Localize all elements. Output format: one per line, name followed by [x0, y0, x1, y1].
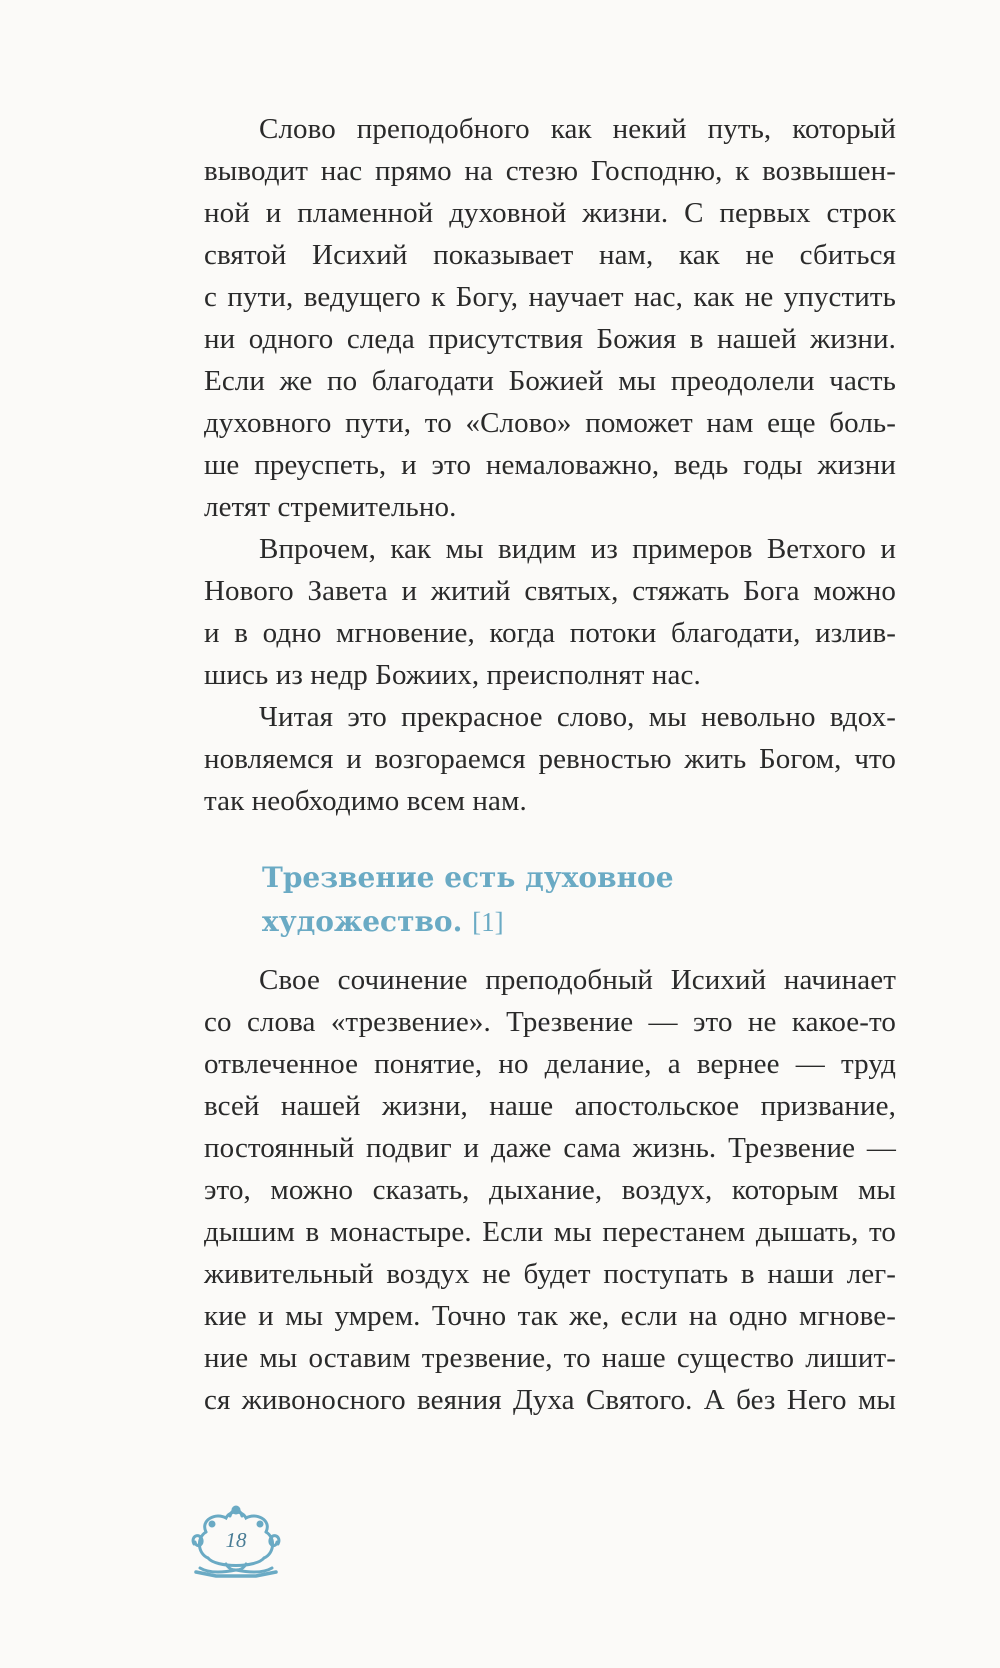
text-block-top	[204, 108, 896, 822]
text-line: дышим в монастыре. Если мы перестанем дышать, то	[204, 1216, 896, 1248]
text-line: шись из недр Божиих, преисполнят нас.	[204, 659, 701, 691]
text-line: со слова «трезвение». Трезвение — это не какое-то	[204, 1006, 896, 1038]
paragraph	[204, 959, 896, 1421]
text-line: Слово преподобного как некий путь, который	[259, 113, 896, 145]
text-line: новляемся и возгораемся ревностью жить Богом, что	[204, 743, 896, 775]
text-line: ние мы оставим трезвение, то наше существо лишит-	[204, 1342, 896, 1374]
section-heading	[262, 856, 674, 944]
heading-line	[262, 900, 674, 944]
text-block-bottom	[204, 959, 896, 1421]
text-line: Впрочем, как мы видим из примеров Ветхого и	[259, 533, 896, 565]
text-line: ни одного следа присутствия Божия в нашей жизни.	[204, 323, 896, 355]
page-number: 18	[225, 1528, 247, 1552]
text-line: всей нашей жизни, наше апостольское призвание,	[204, 1090, 896, 1122]
heading-line-text: художество.	[262, 905, 463, 938]
text-line: с пути, ведущего к Богу, научает нас, как не упустить	[204, 281, 896, 313]
text-line: духовного пути, то «Слово» поможет нам еще боль-	[204, 407, 896, 439]
text-line: Свое сочинение преподобный Исихий начинает	[259, 964, 896, 996]
text-line: так необходимо всем нам.	[204, 785, 527, 817]
text-line: это, можно сказать, дыхание, воздух, которым мы	[204, 1174, 896, 1206]
page-footer	[186, 1502, 286, 1582]
paragraph	[204, 108, 896, 528]
text-line: кие и мы умрем. Точно так же, если на одно мгнове-	[204, 1300, 896, 1332]
paragraph	[204, 528, 896, 696]
heading-line: Трезвение есть духовное	[262, 861, 674, 894]
text-line: Читая это прекрасное слово, мы невольно вдох-	[259, 701, 896, 733]
text-line: постоянный подвиг и даже сама жизнь. Трезвение —	[204, 1132, 896, 1164]
text-line: Если же по благодати Божией мы преодолели часть	[204, 365, 896, 397]
text-line: Нового Завета и житий святых, стяжать Бога можно	[204, 575, 896, 607]
text-line: ся живоносного веяния Духа Святого. А без Него мы	[204, 1384, 896, 1416]
text-line: выводит нас прямо на стезю Господню, к возвышен-	[204, 155, 896, 187]
text-line: ной и пламенной духовной жизни. С первых строк	[204, 197, 896, 229]
text-line: отвлеченное понятие, но делание, а вернее — труд	[204, 1048, 896, 1080]
text-line: святой Исихий показывает нам, как не сбиться	[204, 239, 896, 271]
text-line: летят стремительно.	[204, 491, 457, 523]
text-line: ше преуспеть, и это немаловажно, ведь годы жизни	[204, 449, 896, 481]
footnote-ref[interactable]: [1]	[472, 907, 504, 937]
text-line: живительный воздух не будет поступать в наши лег-	[204, 1258, 896, 1290]
paragraph	[204, 696, 896, 822]
text-line: и в одно мгновение, когда потоки благодати, излив-	[204, 617, 896, 649]
